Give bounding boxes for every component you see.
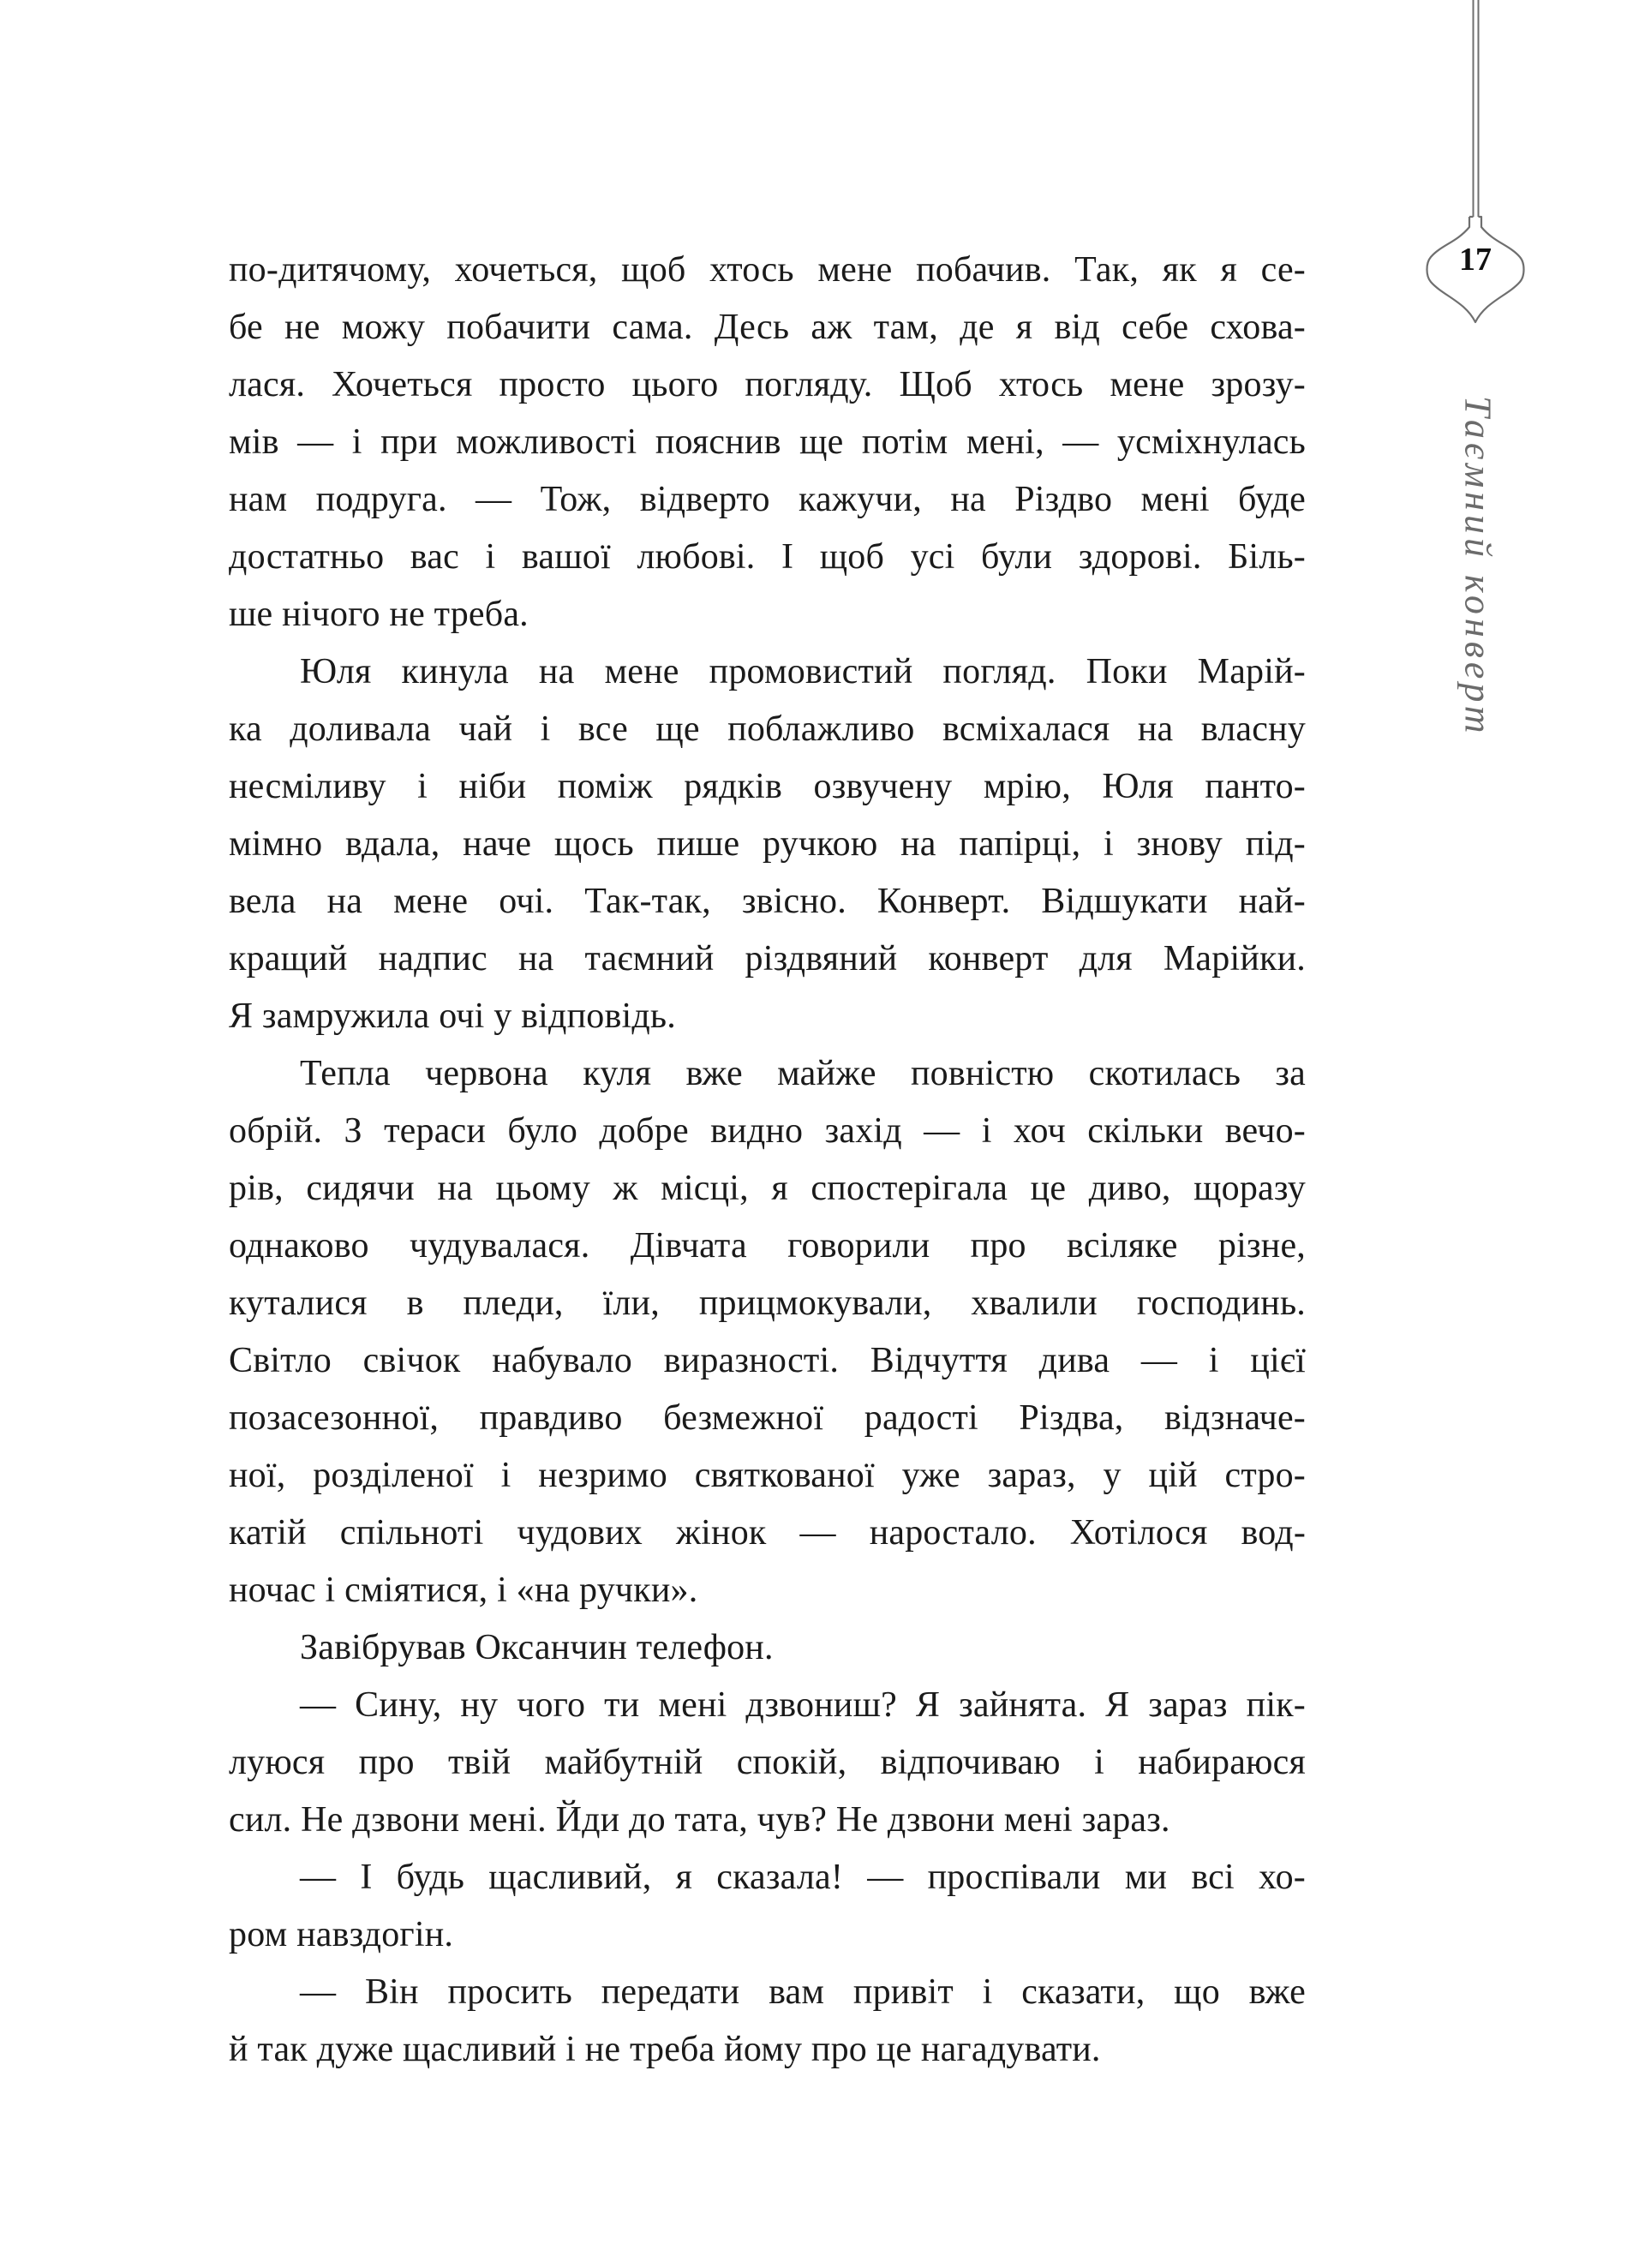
text-line: — І будь щасливий, я сказала! — проспівали ми всі хо- bbox=[300, 1858, 1306, 1897]
text-line: й так дуже щасливий і не треба йому про це нагадувати. bbox=[229, 2030, 1101, 2069]
text-line: Юля кинула на мене промовистий погляд. Поки Марій- bbox=[300, 652, 1306, 691]
text-line: ше нічого не треба. bbox=[229, 595, 529, 634]
text-line: мімно вдала, наче щось пише ручкою на папірці, і знову під- bbox=[229, 824, 1306, 864]
text-line: рів, сидячи на цьому ж місці, я спостерігала це диво, щоразу bbox=[229, 1169, 1306, 1208]
page-number: 17 bbox=[1459, 242, 1492, 278]
text-line: достатньо вас і вашої любові. І щоб усі були здорові. Біль- bbox=[229, 537, 1306, 577]
text-line: нам подруга. — Тож, відверто кажучи, на Різдво мені буде bbox=[229, 480, 1306, 519]
text-line: обрій. З тераси було добре видно захід — і хоч скільки вечо- bbox=[229, 1111, 1306, 1151]
text-line: несміливу і ніби поміж рядків озвучену мрію, Юля панто- bbox=[229, 767, 1306, 806]
text-line: вела на мене очі. Так-так, звісно. Конверт. Відшукати най- bbox=[229, 882, 1306, 921]
text-line: Світло свічок набувало виразності. Відчуття дива — і цієї bbox=[229, 1341, 1306, 1380]
text-line: Тепла червона куля вже майже повністю скотилась за bbox=[300, 1054, 1306, 1093]
text-line: позасезонної, правдиво безмежної радості Різдва, відзначе- bbox=[229, 1398, 1306, 1438]
text-line: — Сину, ну чого ти мені дзвониш? Я зайнята. Я зараз пік- bbox=[300, 1685, 1306, 1725]
text-line: по-дитячому, хочеться, щоб хтось мене побачив. Так, як я се- bbox=[229, 250, 1306, 290]
text-line: Завібрував Оксанчин телефон. bbox=[300, 1628, 774, 1667]
text-line: кращий надпис на таємний різдвяний конверт для Марійки. bbox=[229, 939, 1306, 978]
text-line: луюся про твій майбутній спокій, відпочиваю і набираюся bbox=[229, 1743, 1306, 1782]
text-line: — Він просить передати вам привіт і сказати, що вже bbox=[300, 1972, 1306, 2012]
text-line: куталися в пледи, їли, прицмокували, хвалили господинь. bbox=[229, 1284, 1306, 1323]
text-line: бе не можу побачити сама. Десь аж там, де я від себе схова- bbox=[229, 308, 1306, 347]
text-line: мів — і при можливості пояснив ще потім мені, — усміхнулась bbox=[229, 422, 1306, 462]
text-line: Я замружила очі у відповідь. bbox=[229, 996, 676, 1036]
text-line: сил. Не дзвони мені. Йди до тата, чув? Не дзвони мені зараз. bbox=[229, 1800, 1170, 1840]
text-line: однаково чудувалася. Дівчата говорили про всіляке різне, bbox=[229, 1226, 1306, 1266]
text-line: ром навздогін. bbox=[229, 1915, 454, 1954]
ornament-icon bbox=[1424, 0, 1527, 334]
body-text bbox=[229, 242, 1306, 2079]
text-line: ної, розділеної і незримо святкованої уже зараз, у цій стро- bbox=[229, 1456, 1306, 1495]
text-line: ночас і сміятися, і «на ручки». bbox=[229, 1571, 698, 1610]
text-line: ка доливала чай і все ще поблажливо всміхалася на власну bbox=[229, 709, 1306, 749]
text-line: лася. Хочеться просто цього погляду. Щоб хтось мене зрозу- bbox=[229, 365, 1306, 404]
text-line: катій спільноті чудових жінок — наростало. Хотілося вод- bbox=[229, 1513, 1306, 1553]
running-header: Таємний конверт bbox=[1457, 396, 1499, 738]
